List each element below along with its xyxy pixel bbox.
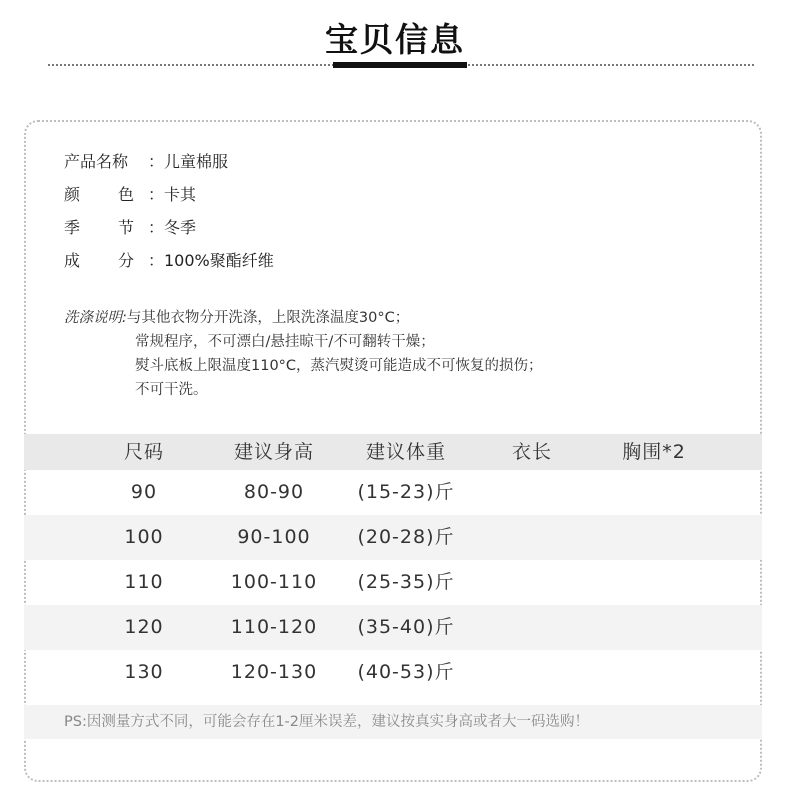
table-row bbox=[24, 650, 762, 695]
cell-size: 90 bbox=[130, 481, 158, 503]
cell-weight: (15-23)斤 bbox=[357, 481, 455, 503]
info-value: 卡其 bbox=[164, 185, 197, 204]
info-label-char: 色 bbox=[117, 185, 134, 204]
header-cell-weight: 建议体重 bbox=[365, 441, 446, 463]
info-label bbox=[64, 249, 134, 273]
wash-line: 常规程序，不可漂白/悬挂晾干/不可翻转干燥； bbox=[135, 334, 435, 350]
cell-size: 120 bbox=[124, 616, 164, 638]
size-table-header bbox=[24, 434, 762, 470]
info-colon: ： bbox=[148, 251, 165, 270]
info-colon: ： bbox=[148, 152, 165, 171]
info-label-char: 节 bbox=[117, 218, 134, 237]
table-row bbox=[24, 470, 762, 515]
info-label bbox=[64, 183, 134, 207]
cell-height: 80-90 bbox=[243, 481, 305, 503]
cell-weight: (40-53)斤 bbox=[357, 661, 455, 683]
cell-height: 90-100 bbox=[237, 526, 311, 548]
cell-weight: (20-28)斤 bbox=[357, 526, 455, 548]
cell-size: 110 bbox=[124, 571, 164, 593]
size-table bbox=[24, 434, 762, 695]
header-cell-size: 尺码 bbox=[123, 441, 164, 463]
wash-text: 与其他衣物分开洗涤，上限洗涤温度30°C； bbox=[126, 310, 410, 326]
info-value: 100%聚酯纤维 bbox=[164, 251, 274, 270]
wash-line bbox=[64, 306, 543, 330]
section-header bbox=[0, 0, 790, 110]
info-colon: ： bbox=[148, 185, 165, 204]
table-row bbox=[24, 560, 762, 605]
cell-weight: (35-40)斤 bbox=[357, 616, 455, 638]
cell-size: 100 bbox=[124, 526, 164, 548]
info-label-char: 成 bbox=[64, 251, 81, 270]
cell-size: 130 bbox=[124, 661, 164, 683]
wash-label: 洗涤说明: bbox=[64, 310, 127, 326]
info-colon: ： bbox=[148, 218, 165, 237]
info-label bbox=[64, 216, 134, 240]
info-label: 产品名称 bbox=[64, 152, 129, 171]
page-title: 宝贝信息 bbox=[325, 20, 465, 59]
table-row bbox=[24, 605, 762, 650]
title-underline-bar bbox=[333, 62, 467, 68]
cell-height: 100-110 bbox=[230, 571, 318, 593]
cell-weight: (25-35)斤 bbox=[357, 571, 455, 593]
info-label-char: 季 bbox=[64, 218, 81, 237]
header-cell-chest: 胸围*2 bbox=[622, 441, 686, 463]
washing-instructions bbox=[64, 306, 543, 402]
header-cell-length: 衣长 bbox=[511, 441, 552, 463]
table-row bbox=[24, 515, 762, 560]
info-value: 冬季 bbox=[164, 218, 197, 237]
header-cell-height: 建议身高 bbox=[233, 441, 314, 463]
cell-height: 120-130 bbox=[230, 661, 318, 683]
wash-line: 熨斗底板上限温度110°C，蒸汽熨烫可能造成不可恢复的损伤； bbox=[135, 358, 543, 374]
wash-line: 不可干洗。 bbox=[135, 382, 208, 398]
info-label-char: 分 bbox=[117, 251, 134, 270]
info-label-char: 颜 bbox=[64, 185, 81, 204]
cell-height: 110-120 bbox=[230, 616, 318, 638]
info-value: 儿童棉服 bbox=[164, 152, 229, 171]
measurement-note: PS:因测量方式不同，可能会存在1-2厘米误差，建议按真实身高或者大一码选购！ bbox=[24, 705, 762, 739]
